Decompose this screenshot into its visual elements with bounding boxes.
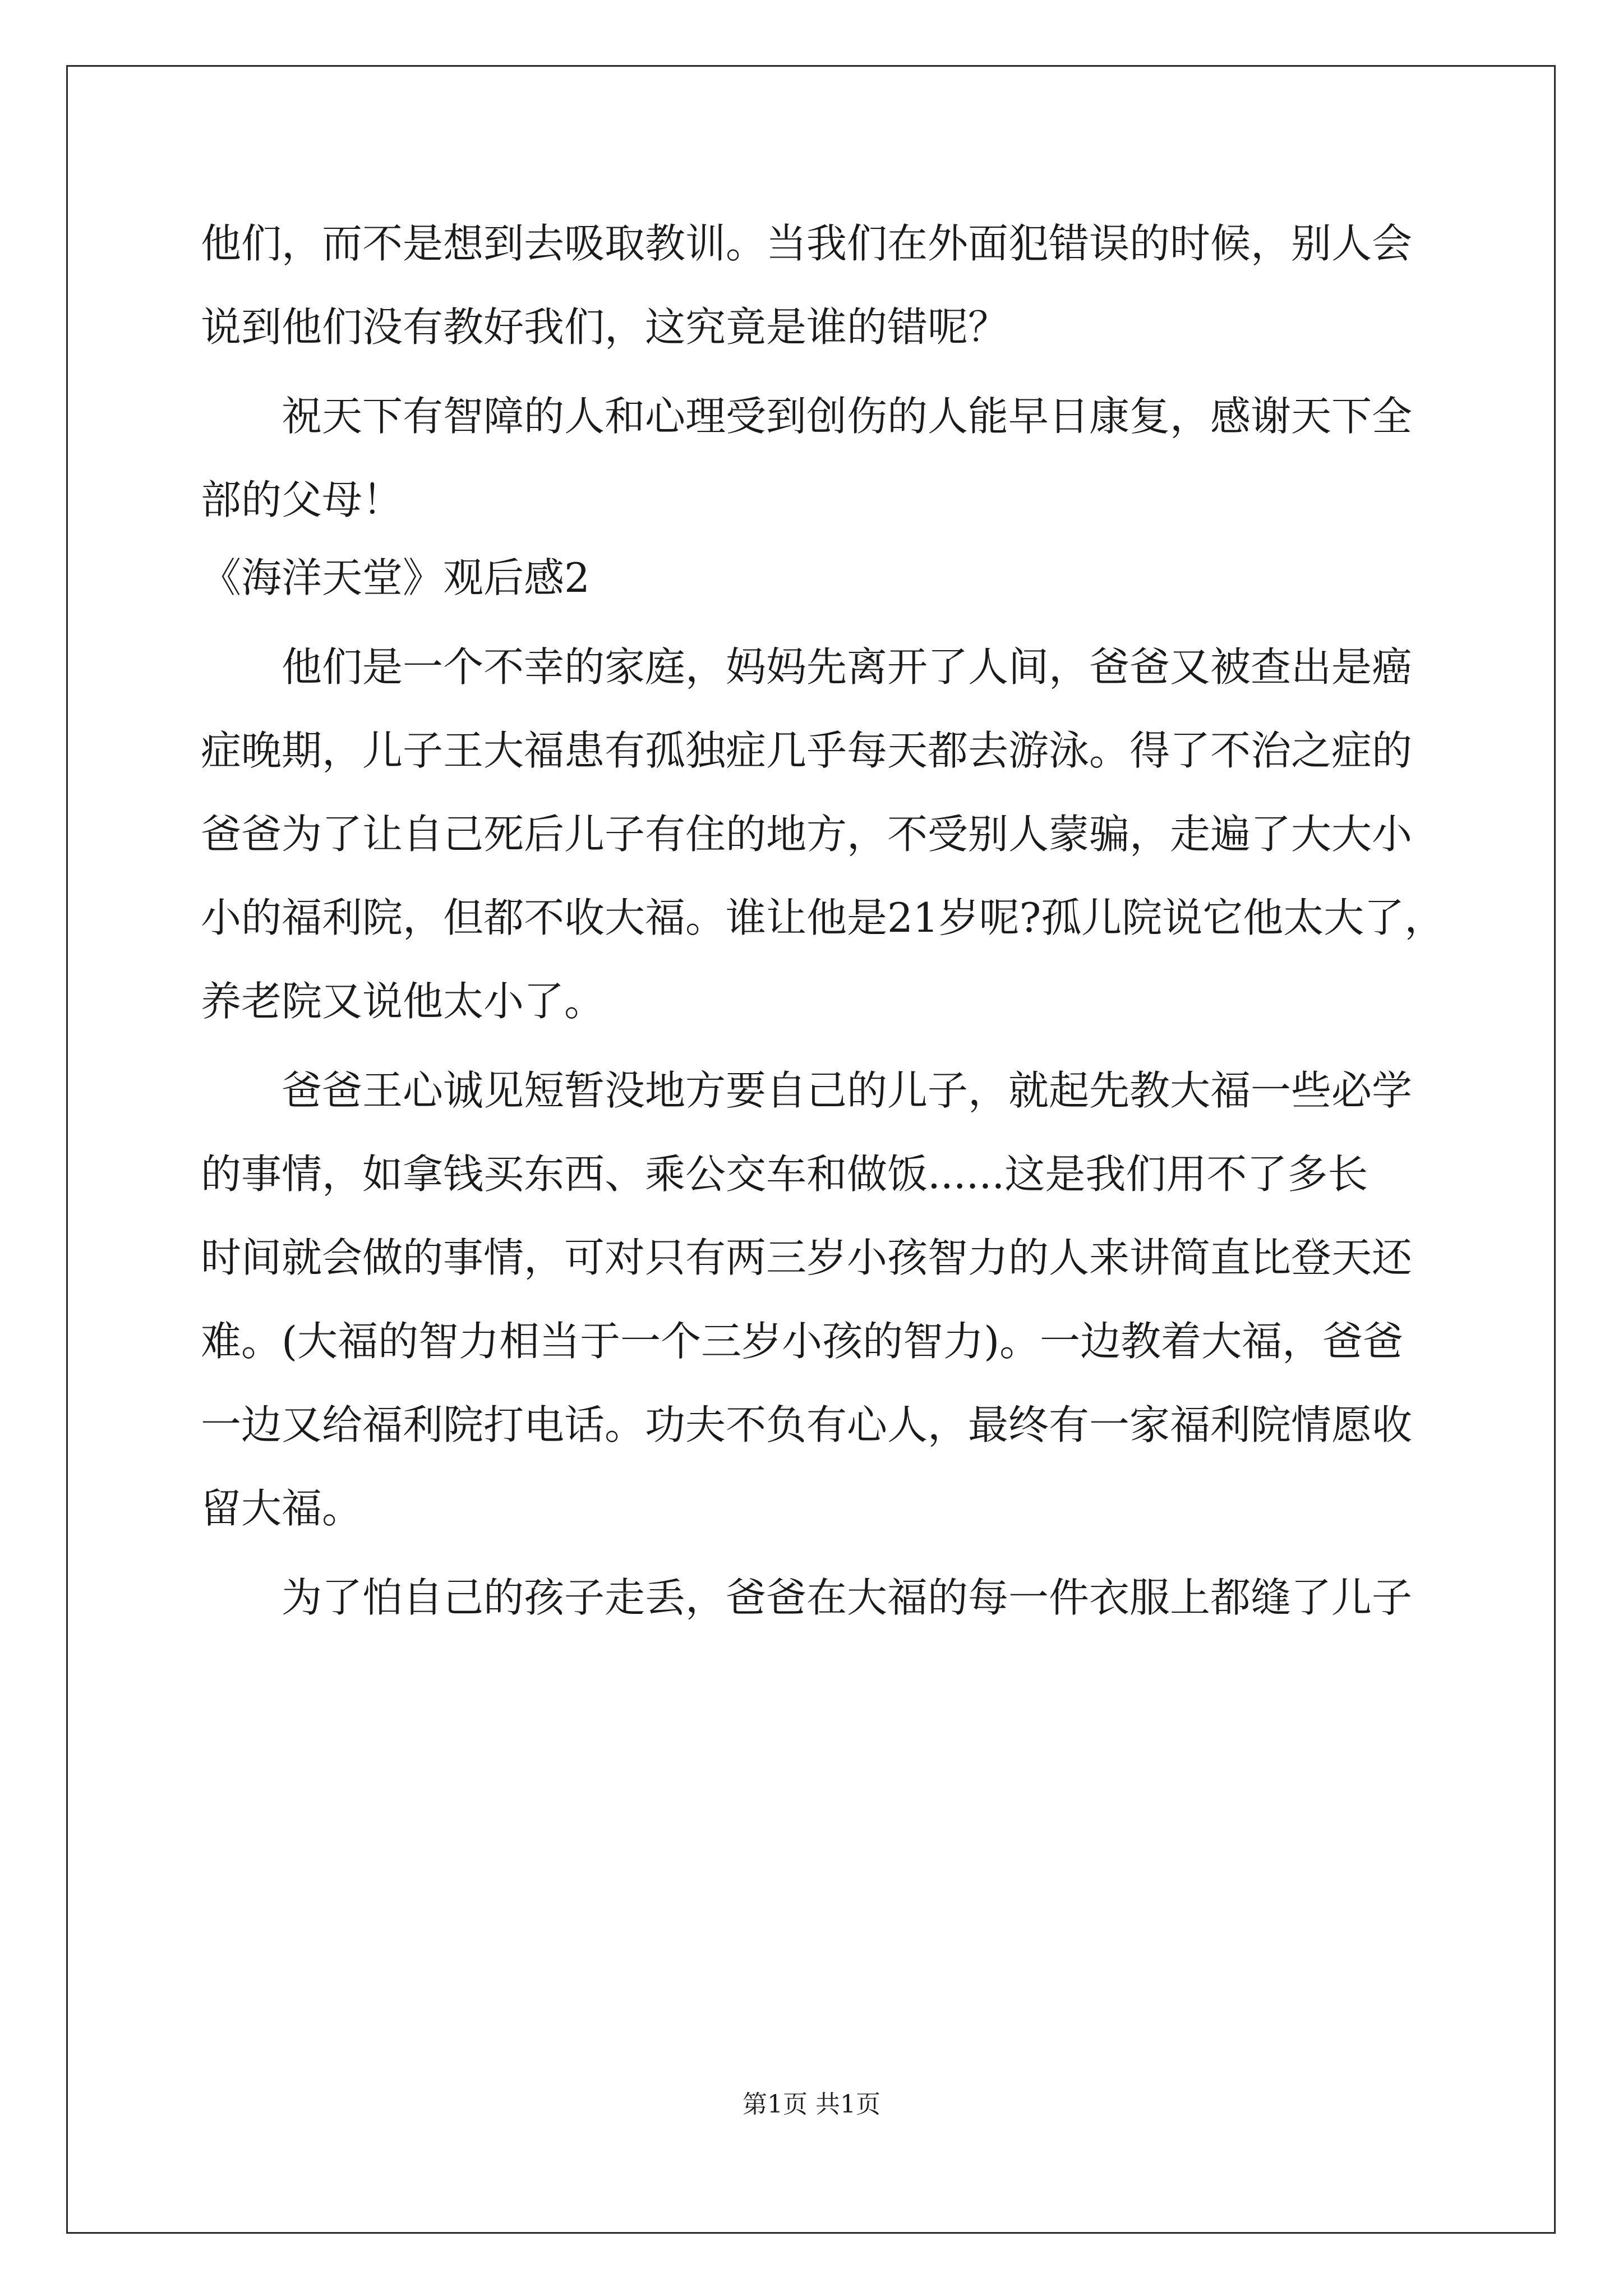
text-line: 症晚期，儿子王大福患有孤独症几乎每天都去游泳。得了不治之症的 bbox=[201, 727, 1413, 774]
text-line: 祝天下有智障的人和心理受到创伤的人能早日康复，感谢天下全 bbox=[282, 393, 1413, 440]
text-line: 小的福利院，但都不收大福。谁让他是21岁呢?孤儿院说它他太大了， bbox=[201, 894, 1445, 941]
page-footer: 第1页 共1页 bbox=[743, 2090, 880, 2119]
text-line: 爸爸王心诚见短暂没地方要自己的儿子，就起先教大福一些必学 bbox=[282, 1067, 1413, 1114]
text-line: 一边又给福利院打电话。功夫不负有心人，最终有一家福利院情愿收 bbox=[201, 1401, 1413, 1448]
text-line: 部的父母！ bbox=[201, 476, 403, 523]
text-line: 说到他们没有教好我们，这究竟是谁的错呢？ bbox=[201, 303, 1009, 351]
text-line: 为了怕自己的孩子走丢，爸爸在大福的每一件衣服上都缝了儿子 bbox=[282, 1574, 1413, 1621]
text-line: 时间就会做的事情，可对只有两三岁小孩智力的人来讲简直比登天还 bbox=[201, 1234, 1413, 1281]
text-line: 养老院又说他太小了。 bbox=[201, 978, 605, 1025]
text-line: 留大福。 bbox=[201, 1485, 363, 1532]
section-heading: 《海洋天堂》观后感2 bbox=[201, 554, 590, 601]
text-line: 难。(大福的智力相当于一个三岁小孩的智力)。一边教着大福，爸爸 bbox=[201, 1318, 1404, 1365]
text-line: 他们，而不是想到去吸取教训。当我们在外面犯错误的时候，别人会 bbox=[201, 220, 1413, 267]
document-body bbox=[201, 202, 1445, 1640]
text-line: 爸爸为了让自己死后儿子有住的地方，不受别人蒙骗，走遍了大大小 bbox=[201, 811, 1413, 858]
text-line: 的事情，如拿钱买东西、乘公交车和做饭......这是我们用不了多长 bbox=[201, 1151, 1368, 1198]
text-line: 他们是一个不幸的家庭，妈妈先离开了人间，爸爸又被查出是癌 bbox=[282, 643, 1413, 691]
